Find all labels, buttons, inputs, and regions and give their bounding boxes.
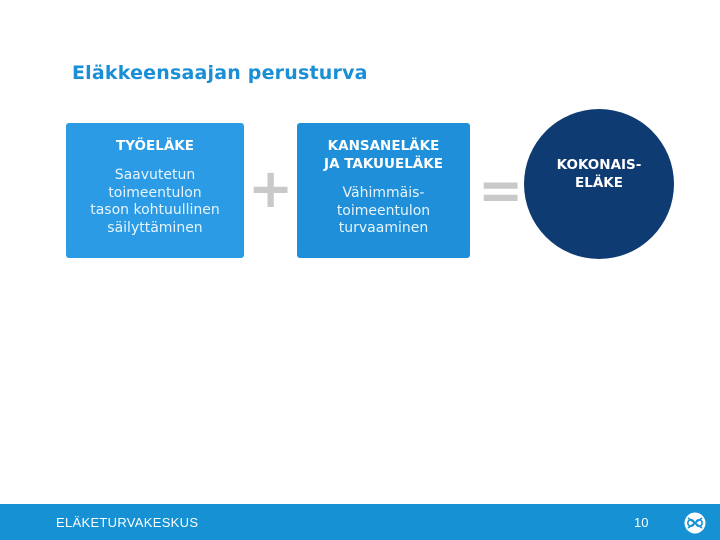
knot-logo-icon [684, 512, 706, 534]
footer-bar [0, 504, 720, 540]
plus-icon: + [248, 157, 294, 220]
kansanelake-box-text: Vähimmäis- toimeentulon turvaaminen [336, 185, 431, 236]
slide-title: Eläkkeensaajan perusturva [72, 62, 368, 84]
kansanelake-box-title: KANSANELÄKE JA TAKUUELÄKE [324, 138, 443, 172]
kokonaiselake-label: KOKONAIS- ELÄKE [556, 157, 642, 191]
kokonaiselake-circle [524, 109, 674, 259]
tyoelake-box-text: Saavutetun toimeentulon tason kohtuullinen säilyttäminen [90, 167, 220, 236]
equals-icon: = [478, 159, 524, 222]
page-number: 10 [634, 515, 649, 530]
tyoelake-box-title: TYÖELÄKE [116, 138, 194, 154]
footer-organization: ELÄKETURVAKESKUS [56, 515, 199, 530]
kansanelake-box [297, 123, 470, 258]
tyoelake-box [66, 123, 244, 258]
